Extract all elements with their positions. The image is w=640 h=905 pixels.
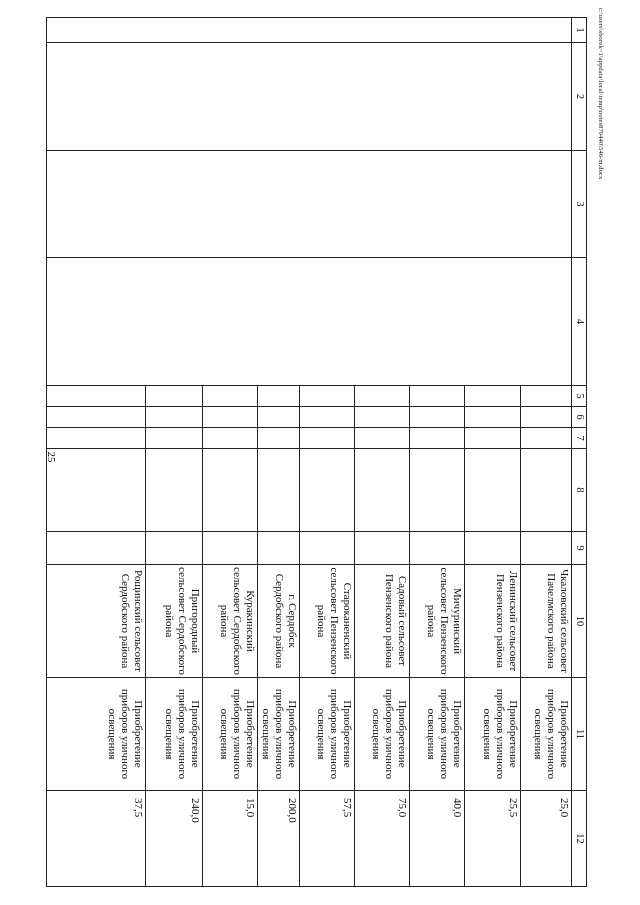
amount-cell: 40,0 [410,791,465,887]
empty-cell [355,428,410,449]
empty-cell [521,532,572,565]
empty-cell [465,386,521,407]
empty-cell [521,386,572,407]
purpose-cell: Приобретение приборов уличного освещения [47,678,146,791]
amount-cell: 37,5 [47,791,146,887]
organization-cell: Чкаловский сельсовет Пачелмского района [521,565,572,678]
organization-cell: Мичуринский сельсовет Пензенского района [410,565,465,678]
empty-cell [146,532,203,565]
header-cell: 11 [572,678,587,791]
empty-cell [410,386,465,407]
empty-cell [258,428,300,449]
empty-cell [203,428,258,449]
empty-cell [146,449,203,532]
empty-cell [47,449,146,532]
empty-cell [47,532,146,565]
purpose-cell: Приобретение приборов уличного освещения [258,678,300,791]
empty-cell [355,407,410,428]
empty-cell [203,532,258,565]
empty-cell [465,407,521,428]
empty-cell [258,407,300,428]
header-cell: 3 [572,151,587,258]
empty-cell [146,407,203,428]
empty-cell [521,428,572,449]
purpose-cell: Приобретение приборов уличного освещения [465,678,521,791]
empty-cell [465,428,521,449]
header-cell: 1 [572,18,587,43]
empty-cell [47,151,572,258]
empty-cell [410,532,465,565]
data-table [46,17,587,887]
page-number: 25 [45,451,57,463]
purpose-cell: Приобретение приборов уличного освещения [410,678,465,791]
empty-cell [521,449,572,532]
empty-cell [47,258,572,386]
header-cell: 7 [572,428,587,449]
amount-cell: 57,5 [300,791,355,887]
organization-cell: Садовый сельсовет Пензенского района [355,565,410,678]
empty-cell [355,532,410,565]
empty-cell [410,428,465,449]
empty-cell [355,449,410,532]
purpose-cell: Приобретение приборов уличного освещения [521,678,572,791]
empty-cell [47,43,572,151]
empty-cell [300,407,355,428]
empty-cell [146,386,203,407]
empty-cell [146,428,203,449]
amount-cell: 240,0 [146,791,203,887]
amount-cell: 25,0 [521,791,572,887]
purpose-cell: Приобретение приборов уличного освещения [355,678,410,791]
empty-cell [258,449,300,532]
empty-cell [465,532,521,565]
amount-cell: 15,0 [203,791,258,887]
amount-cell: 25,5 [465,791,521,887]
header-cell: 6 [572,407,587,428]
organization-cell: Пригородный сельсовет Сердобского района [146,565,203,678]
empty-cell [203,449,258,532]
empty-cell [300,449,355,532]
header-cell: 2 [572,43,587,151]
empty-cell [258,386,300,407]
empty-cell [300,386,355,407]
empty-cell [47,428,146,449]
empty-cell [465,449,521,532]
empty-cell [203,386,258,407]
empty-cell [410,407,465,428]
purpose-cell: Приобретение приборов уличного освещения [300,678,355,791]
organization-cell: Ленинский сельсовет Пензенского района [465,565,521,678]
empty-cell [47,386,146,407]
amount-cell: 200,0 [258,791,300,887]
header-cell: 10 [572,565,587,678]
empty-cell [47,407,146,428]
purpose-cell: Приобретение приборов уличного освещения [146,678,203,791]
empty-cell [300,532,355,565]
organization-cell: Куракинский сельсовет Сердобского района [203,565,258,678]
empty-cell [47,18,572,43]
empty-cell [521,407,572,428]
empty-cell [355,386,410,407]
footer-file-path: c:\users\sborok~1\appdata\local\temp\notes879440\546-m.docx [597,8,604,180]
header-cell: 5 [572,386,587,407]
table-row [521,18,572,887]
empty-cell [300,428,355,449]
table-header-row [572,18,587,887]
purpose-cell: Приобретение приборов уличного освещения [203,678,258,791]
header-cell: 12 [572,791,587,887]
empty-cell [203,407,258,428]
organization-cell: Староканенский сельсовет Пензенского района [300,565,355,678]
amount-cell: 75,0 [355,791,410,887]
organization-cell: г. Сердобск Сердобского района [258,565,300,678]
empty-cell [258,532,300,565]
header-cell: 9 [572,532,587,565]
header-cell: 8 [572,449,587,532]
organization-cell: Рощинский сельсовет Сердобского района [47,565,146,678]
empty-cell [410,449,465,532]
header-cell: 4 [572,258,587,386]
